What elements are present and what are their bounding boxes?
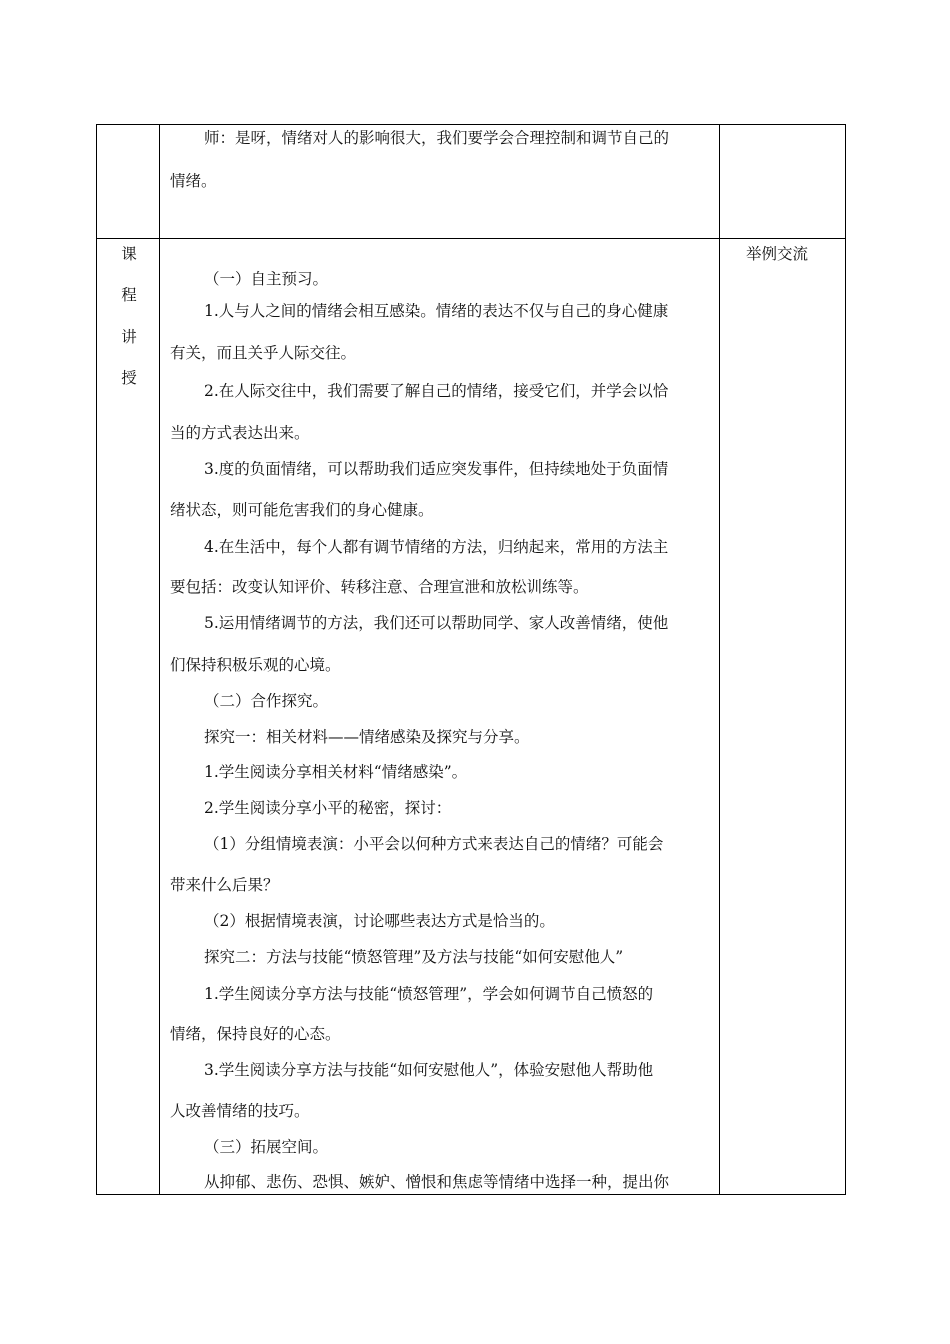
paragraph-line: （1）分组情境表演：小平会以何种方式来表达自己的情绪？可能会 [204,835,664,853]
paragraph-line: 有关，而且关乎人际交往。 [170,344,357,362]
section-label-char: 授 [121,369,137,387]
paragraph-line: （三）拓展空间。 [204,1138,329,1156]
paragraph-line: 探究二：方法与技能“愤怒管理”及方法与技能“如何安慰他人” [204,948,624,966]
paragraph-line: 2.在人际交往中，我们需要了解自己的情绪，接受它们，并学会以恰 [204,382,669,400]
paragraph-line: 5.运用情绪调节的方法，我们还可以帮助同学、家人改善情绪，使他 [204,614,669,632]
paragraph-line: 1.人与人之间的情绪会相互感染。情绪的表达不仅与自己的身心健康 [204,302,669,320]
paragraph-line: 要包括：改变认知评价、转移注意、合理宣泄和放松训练等。 [170,578,589,596]
table-border-top [96,124,846,125]
row2-note: 举例交流 [746,245,809,263]
table-border-left [96,124,97,1195]
paragraph-line: 3.学生阅读分享方法与技能“如何安慰他人”，体验安慰他人帮助他 [204,1061,654,1079]
paragraph-line: 探究一：相关材料——情绪感染及探究与分享。 [204,728,530,746]
paragraph-line: 情绪，保持良好的心态。 [170,1025,341,1043]
paragraph-line: 带来什么后果？ [170,876,279,894]
table-column-divider-1 [159,124,160,1195]
paragraph-line: 绪状态，则可能危害我们的身心健康。 [170,501,434,519]
section-label-char: 讲 [121,328,137,346]
table-border-bottom [96,1194,846,1195]
table-border-right [845,124,846,1195]
paragraph-line: 人改善情绪的技巧。 [170,1102,310,1120]
paragraph-line: 3.度的负面情绪，可以帮助我们适应突发事件，但持续地处于负面情 [204,460,669,478]
paragraph-line: 们保持积极乐观的心境。 [170,656,341,674]
paragraph-line: 1.学生阅读分享相关材料“情绪感染”。 [204,763,468,781]
paragraph-line: 4.在生活中，每个人都有调节情绪的方法，归纳起来，常用的方法主 [204,538,669,556]
paragraph-line: （二）合作探究。 [204,692,329,710]
paragraph-line: 1.学生阅读分享方法与技能“愤怒管理”，学会如何调节自己愤怒的 [204,985,654,1003]
paragraph-line: （2）根据情境表演，讨论哪些表达方式是恰当的。 [204,912,555,930]
section-label-char: 课 [121,245,137,263]
paragraph-line: 2.学生阅读分享小平的秘密，探讨： [204,799,452,817]
row1-line-2: 情绪。 [170,172,217,190]
section-label-char: 程 [121,286,137,304]
paragraph-line: 当的方式表达出来。 [170,424,310,442]
paragraph-line: （一）自主预习。 [204,270,329,288]
row1-line-1: 师：是呀，情绪对人的影响很大，我们要学会合理控制和调节自己的 [204,129,670,147]
table-row-divider [96,238,846,239]
table-column-divider-2 [719,124,720,1195]
paragraph-line: 从抑郁、悲伤、恐惧、嫉妒、憎恨和焦虑等情绪中选择一种，提出你 [204,1173,670,1191]
